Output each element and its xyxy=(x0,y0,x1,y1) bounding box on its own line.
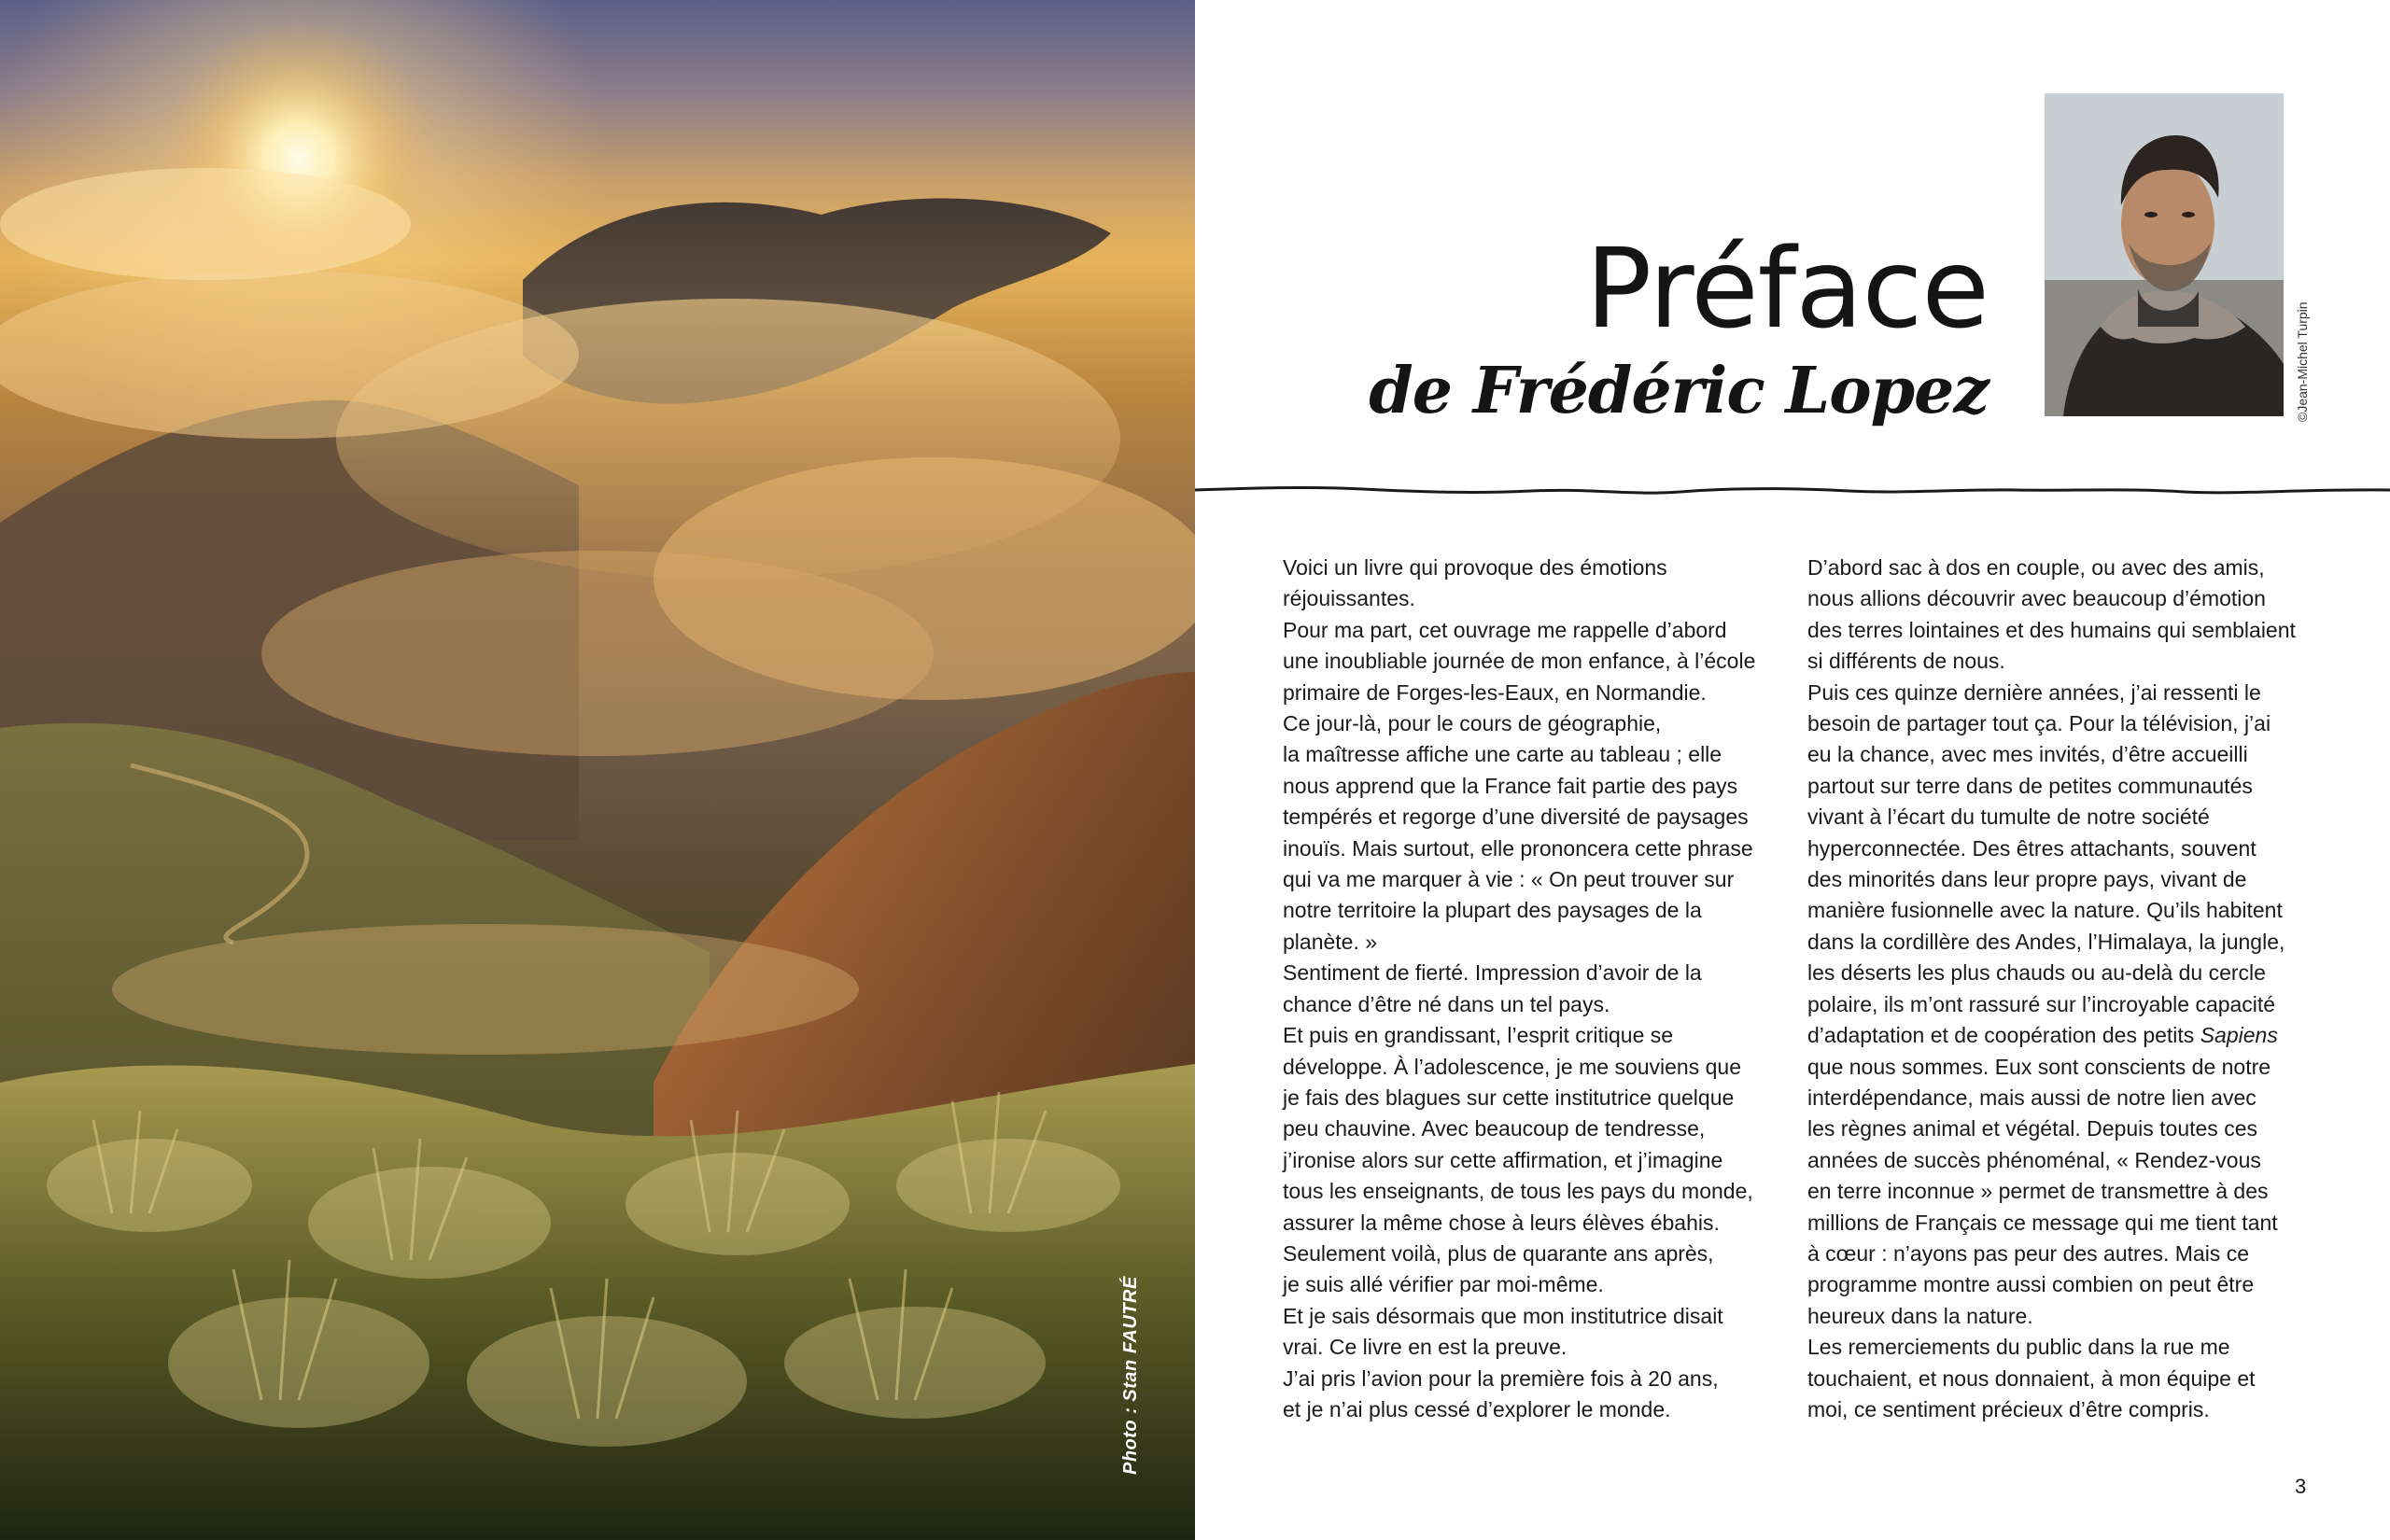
text-line: hyperconnectée. Des êtres attachants, souvent xyxy=(1807,835,2256,861)
text-line: Voici un livre qui provoque des émotions xyxy=(1283,555,1667,580)
text-line: je suis allé vérifier par moi-même. xyxy=(1283,1272,1604,1297)
text-line: peu chauvine. Avec beaucoup de tendresse, xyxy=(1283,1116,1706,1141)
text-line: la maîtresse affiche une carte au tableau ; elle xyxy=(1283,742,1722,767)
text-line: manière fusionnelle avec la nature. Qu’ils habitent xyxy=(1807,898,2283,923)
page-title: Préface xyxy=(1585,224,1989,353)
text-line: vrai. Ce livre en est la preuve. xyxy=(1283,1335,1568,1360)
text-line: eu la chance, avec mes invités, d’être accueilli xyxy=(1807,742,2248,767)
text-line: Sentiment de fierté. Impression d’avoir de la xyxy=(1283,960,1702,986)
text-line: partout sur terre dans de petites communautés xyxy=(1807,773,2253,798)
text-line: des terres lointaines et des humains qui semblaient xyxy=(1807,617,2296,642)
text-line: d’adaptation et de coopération des petits Sapiens xyxy=(1807,1023,2278,1048)
text-line: et je n’ai plus cessé d’explorer le monde. xyxy=(1283,1396,1671,1421)
text-line: années de succès phénoménal, « Rendez-vous xyxy=(1807,1147,2261,1172)
portrait-illustration xyxy=(2045,93,2284,416)
text-line: planète. » xyxy=(1283,929,1378,954)
text-line: Les remerciements du public dans la rue me xyxy=(1807,1335,2230,1360)
page-number: 3 xyxy=(2295,1475,2307,1498)
text-line: tous les enseignants, de tous les pays du monde, xyxy=(1283,1179,1753,1204)
text-line: nous apprend que la France fait partie des pays xyxy=(1283,773,1738,798)
text-line: qui va me marquer à vie : « On peut trouver sur xyxy=(1283,867,1735,892)
wavy-divider xyxy=(1195,471,2390,509)
text-line: Seulement voilà, plus de quarante ans après, xyxy=(1283,1240,1714,1266)
text-column-right xyxy=(1807,553,2312,1425)
text-line: Et puis en grandissant, l’esprit critique se xyxy=(1283,1023,1674,1048)
text-line: en terre inconnue » permet de transmettre à des xyxy=(1807,1179,2269,1204)
text-line: touchaient, et nous donnaient, à mon équipe et xyxy=(1807,1365,2256,1391)
text-line: D’abord sac à dos en couple, ou avec des amis, xyxy=(1807,555,2265,580)
text-line: réjouissantes. xyxy=(1283,586,1415,611)
text-line: Pour ma part, cet ouvrage me rappelle d’abord xyxy=(1283,617,1727,642)
photo-credit: Photo : Stan FAUTRÉ xyxy=(1120,1276,1141,1475)
text-line: chance d’être né dans un tel pays. xyxy=(1283,991,1610,1016)
text-line: des minorités dans leur propre pays, vivant de xyxy=(1807,867,2247,892)
text-line: programme montre aussi combien on peut être xyxy=(1807,1272,2255,1297)
text-line: besoin de partager tout ça. Pour la télévision, j’ai xyxy=(1807,711,2271,736)
text-line: Ce jour-là, pour le cours de géographie, xyxy=(1283,711,1662,736)
text-line: à cœur : n’ayons pas peur des autres. Mais ce xyxy=(1807,1240,2249,1266)
text-line: polaire, ils m’ont rassuré sur l’incroyable capacité xyxy=(1807,991,2276,1016)
text-line: inouïs. Mais surtout, elle prononcera cette phrase xyxy=(1283,835,1753,861)
text-line: assurer la même chose à leurs élèves ébahis. xyxy=(1283,1210,1720,1235)
text-line: je fais des blagues sur cette institutrice quelque xyxy=(1283,1085,1735,1110)
text-line: millions de Français ce message qui me tient tant xyxy=(1807,1210,2278,1235)
text-line: moi, ce sentiment précieux d’être compris. xyxy=(1807,1396,2210,1421)
author-portrait xyxy=(2045,93,2284,416)
text-line: Et je sais désormais que mon institutrice disait xyxy=(1283,1303,1723,1328)
text-line: que nous sommes. Eux sont conscients de notre xyxy=(1807,1054,2271,1079)
text-line: vivant à l’écart du tumulte de notre société xyxy=(1807,805,2210,830)
text-line: une inoubliable journée de mon enfance, à l’école xyxy=(1283,649,1756,674)
text-line: heureux dans la nature. xyxy=(1807,1303,2033,1328)
page-subtitle: de Frédéric Lopez xyxy=(1369,354,1989,428)
text-line: les règnes animal et végétal. Depuis toutes ces xyxy=(1807,1116,2257,1141)
text-line: développe. À l’adolescence, je me souviens que xyxy=(1283,1054,1741,1079)
text-column-left xyxy=(1283,553,1787,1425)
text-line: J’ai pris l’avion pour la première fois à 20 ans, xyxy=(1283,1365,1719,1391)
text-line: Puis ces quinze dernière années, j’ai ressenti le xyxy=(1807,679,2261,705)
text-line: tempérés et regorge d’une diversité de paysages xyxy=(1283,805,1749,830)
text-line: nous allions découvrir avec beaucoup d’émotion xyxy=(1807,586,2266,611)
text-line: interdépendance, mais aussi de notre lien avec xyxy=(1807,1085,2256,1110)
text-line: les déserts les plus chauds ou au-delà du cercle xyxy=(1807,960,2266,986)
portrait-credit: ©Jean-Michel Turpin xyxy=(2295,301,2310,422)
text-line: notre territoire la plupart des paysages de la xyxy=(1283,898,1702,923)
text-line: si différents de nous. xyxy=(1807,649,2005,674)
text-line: primaire de Forges-les-Eaux, en Normandie. xyxy=(1283,679,1707,705)
text-line: j’ironise alors sur cette affirmation, et j’imagine xyxy=(1283,1147,1723,1172)
text-line: dans la cordillère des Andes, l’Himalaya, la jungle, xyxy=(1807,929,2285,954)
